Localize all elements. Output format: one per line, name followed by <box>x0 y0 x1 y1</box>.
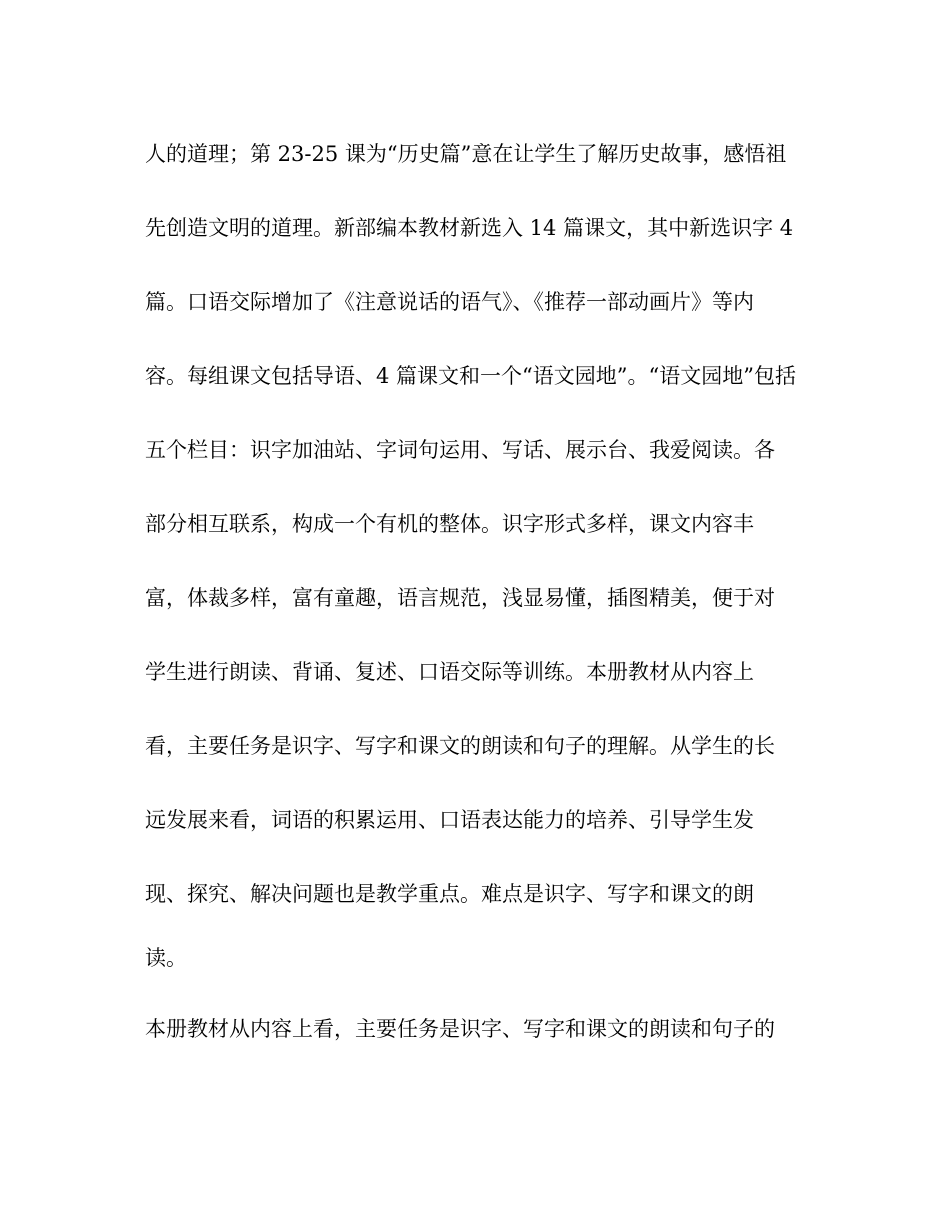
text-line: 富，体裁多样，富有童趣，语言规范，浅显易懂，插图精美，便于对 <box>145 586 775 610</box>
text-line: 学生进行朗读、背诵、复述、口语交际等训练。本册教材从内容上 <box>145 660 754 684</box>
text-line: 看，主要任务是识字、写字和课文的朗读和句子的理解。从学生的长 <box>145 734 775 758</box>
text-line: 人的道理；第 23-25 课为“历史篇”意在让学生了解历史故事，感悟祖 <box>145 142 787 166</box>
text-line: 远发展来看，词语的积累运用、口语表达能力的培养、引导学生发 <box>145 808 754 832</box>
text-line: 先创造文明的道理。新部编本教材新选入 14 篇课文，其中新选识字 4 <box>145 216 794 240</box>
text-line: 篇。口语交际增加了《注意说话的语气》、《推荐一部动画片》等内 <box>145 290 754 314</box>
text-line: 现、探究、解决问题也是教学重点。难点是识字、写字和课文的朗 <box>145 882 754 906</box>
text-line: 读。 <box>145 946 187 970</box>
text-line: 容。每组课文包括导语、4 篇课文和一个“语文园地”。“语文园地”包括 <box>145 364 796 388</box>
text-line: 本册教材从内容上看，主要任务是识字、写字和课文的朗读和句子的 <box>145 1017 775 1041</box>
text-line: 部分相互联系，构成一个有机的整体。识字形式多样，课文内容丰 <box>145 512 754 536</box>
text-line: 五个栏目：识字加油站、字词句运用、写话、展示台、我爱阅读。各 <box>145 438 775 462</box>
